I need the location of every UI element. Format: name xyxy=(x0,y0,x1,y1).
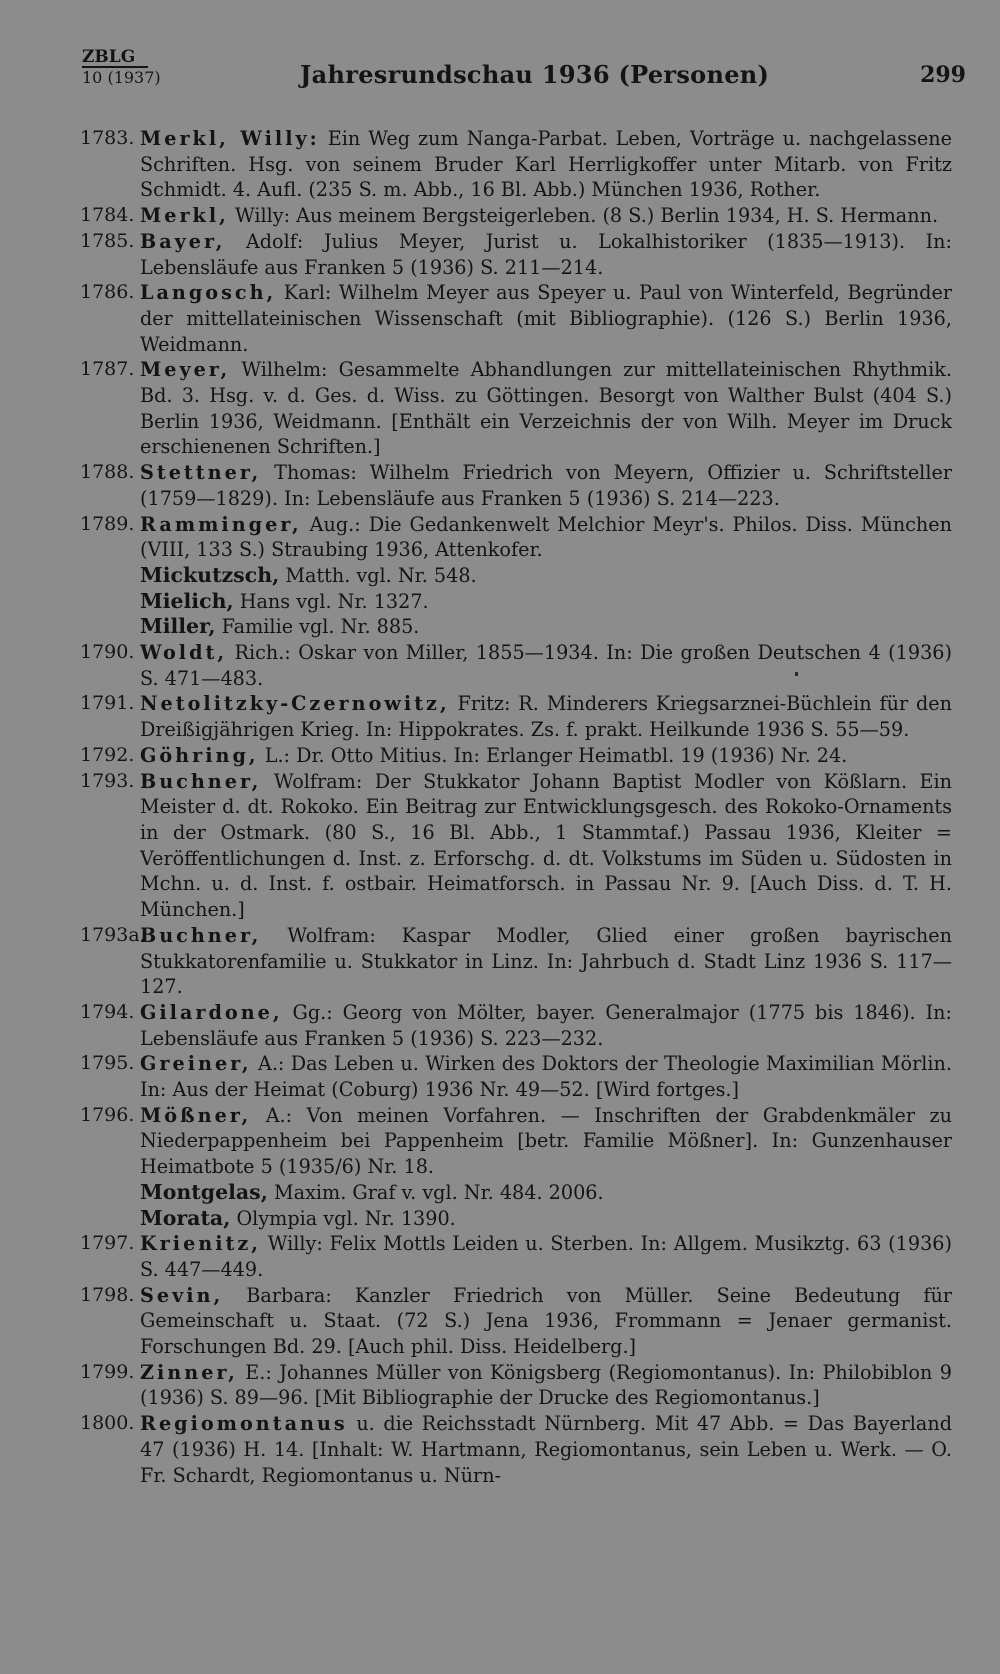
bibliography-entry xyxy=(80,743,952,769)
print-speck xyxy=(795,672,798,676)
entry-author: Ramminger, xyxy=(140,512,302,536)
entry-author: Zinner, xyxy=(140,1360,238,1384)
entry-number: 1795. xyxy=(80,1052,135,1075)
entry-author: Greiner, xyxy=(140,1052,252,1076)
bibliography-entry xyxy=(80,1000,952,1051)
bibliography-entry xyxy=(80,1103,952,1180)
entry-text: Aug.: Die Gedankenwelt Melchior Meyr's. Philos. Diss. München (VIII, 133 S.) Straubing 1936, Attenkofer. xyxy=(140,512,952,562)
entry-text: Gg.: Georg von Mölter, bayer. Generalmajor (1775 bis 1846). In: Lebensläufe aus Franken 5 (1936) S. 223—232. xyxy=(140,1000,952,1050)
entry-subject: Miller, xyxy=(140,614,216,639)
bibliography-entry xyxy=(80,1411,952,1488)
page-number: 299 xyxy=(920,62,966,88)
entry-subject: Morata, xyxy=(140,1205,231,1230)
bibliography-entry xyxy=(80,357,952,460)
entry-author: Buchner, xyxy=(140,923,262,947)
entry-text: Maxim. Graf v. vgl. Nr. 484. 2006. xyxy=(273,1180,604,1204)
entry-text: Matth. vgl. Nr. 548. xyxy=(285,563,477,587)
entry-text: L.: Dr. Otto Mitius. In: Erlanger Heimatbl. 19 (1936) Nr. 24. xyxy=(264,743,848,767)
entry-number: 1784. xyxy=(80,204,135,227)
entry-author: Mößner, xyxy=(140,1103,252,1127)
bibliography-entry xyxy=(80,460,952,511)
entry-text: Ein Weg zum Nanga-Parbat. Leben, Vorträge u. nachgelassene Schriften. Hsg. von seinem Bruder Karl Herrligkoffer unter Mitarb. von Fritz Schmidt. 4. Aufl. (235 S. m. Abb., 16 Bl. Abb.) München 1936, Rother. xyxy=(140,127,952,202)
bibliography-entry xyxy=(80,1051,952,1102)
running-title: Jahresrundschau 1936 (Personen) xyxy=(300,60,770,89)
bibliography-entry xyxy=(80,1283,952,1360)
entry-text: Hans vgl. Nr. 1327. xyxy=(239,589,429,613)
entry-number: 1785. xyxy=(80,229,135,252)
bibliography-entry xyxy=(80,923,952,1000)
entry-text: Willy: Felix Mottls Leiden u. Sterben. In: Allgem. Musikztg. 63 (1936) S. 447—449. xyxy=(140,1232,952,1281)
entry-number: 1797. xyxy=(80,1232,135,1255)
entry-text: Wolfram: Der Stukkator Johann Baptist Modler von Kößlarn. Ein Meister d. dt. Rokoko. Ein Beitrag zur Entwicklungsgesch. des Rokoko-Ornaments in der Ostmark. (80 S., 16 Bl. Abb., 1 Stammtaf.) Passau 1936, Kleiter = Veröffentlichungen d. Inst. z. Erforschg. d. dt. Volkstums im Süden u. Südosten in Mchn. u. d. Inst. f. ostbair. Heimatforsch. in Passau Nr. 9. [Auch Diss. d. T. H. München.] xyxy=(140,769,952,922)
entry-author: Woldt, xyxy=(140,641,228,665)
entry-text: u. die Reichsstadt Nürnberg. Mit 47 Abb. = Das Bayerland 47 (1936) H. 14. [Inhalt: W. Hartmann, Regiomontanus, sein Leben u. Werk. — O. Fr. Schardt, Regiomontanus u. Nürn- xyxy=(140,1412,952,1487)
entry-text: Olympia vgl. Nr. 1390. xyxy=(236,1206,456,1230)
entry-author: Merkl, Willy: xyxy=(140,127,320,150)
entry-text: Adolf: Julius Meyer, Jurist u. Lokalhistoriker (1835—1913). In: Lebensläufe aus Franken 5 (1936) S. 211—214. xyxy=(140,229,952,279)
entry-number: 1792. xyxy=(80,743,135,766)
entry-author: Krienitz, xyxy=(140,1232,261,1256)
entry-author: Stettner, xyxy=(140,461,262,485)
entry-author: Meyer, xyxy=(140,358,231,382)
journal-issue: 10 (1937) xyxy=(82,68,161,87)
entry-text: Barbara: Kanzler Friedrich von Müller. Seine Bedeutung für Gemeinschaft u. Staat. (72 S.) Jena 1936, Frommann = Jenaer germanist. Forschungen Bd. 29. [Auch phil. Diss. Heidelberg.] xyxy=(140,1283,952,1359)
entry-subject: Mickutzsch, xyxy=(140,562,280,587)
entry-number: 1786. xyxy=(80,281,135,304)
page-header xyxy=(0,0,1000,95)
entry-number: 1787. xyxy=(80,358,135,381)
bibliography-entry xyxy=(80,126,952,203)
entry-text: Fritz: R. Minderers Kriegsarznei-Büchlein für den Dreißigjährigen Krieg. In: Hippokrates. Zs. f. prakt. Heilkunde 1936 S. 55—59. xyxy=(140,692,952,742)
journal-code: ZBLG xyxy=(82,48,148,68)
entry-author: Merkl, xyxy=(140,204,229,228)
entry-text: A.: Das Leben u. Wirken des Doktors der Theologie Maximilian Mörlin. In: Aus der Heimat (Coburg) 1936 Nr. 49—52. [Wird fortges.] xyxy=(140,1052,952,1102)
entry-number: 1791. xyxy=(80,692,135,715)
entry-text: Familie vgl. Nr. 885. xyxy=(221,615,420,639)
bibliography-entry xyxy=(80,1360,952,1411)
entry-text: Karl: Wilhelm Meyer aus Speyer u. Paul von Winterfeld, Begründer der mittellateinischen Wissenschaft (mit Bibliographie). (126 S.) Berlin 1936, Weidmann. xyxy=(140,281,952,356)
entry-author: Regiomontanus xyxy=(140,1412,348,1436)
entry-number: 1800. xyxy=(80,1412,135,1435)
entry-number: 1789. xyxy=(80,512,135,535)
entry-text: A.: Von meinen Vorfahren. — Inschriften der Grabdenkmäler zu Niederpappenheim bei Pappenheim [betr. Familie Mößner]. In: Gunzenhauser Heimatbote 5 (1935/6) Nr. 18. xyxy=(140,1103,952,1179)
entry-text: E.: Johannes Müller von Königsberg (Regiomontanus). In: Philobiblon 9 (1936) S. 89—96. [Mit Bibliographie der Drucke des Regiomontanus.] xyxy=(140,1360,952,1410)
entry-author: Göhring, xyxy=(140,743,259,767)
entry-number: 1798. xyxy=(80,1283,135,1306)
entry-number: 1793a. xyxy=(80,923,146,946)
entry-number: 1796. xyxy=(80,1103,135,1126)
cross-reference-entry xyxy=(80,614,952,640)
journal-reference xyxy=(82,48,162,88)
entry-author: Langosch, xyxy=(140,281,277,305)
entry-number: 1793. xyxy=(80,769,135,792)
entry-text: Wolfram: Kaspar Modler, Glied einer großen bayrischen Stukkatorenfamilie u. Stukkator in Linz. In: Jahrbuch d. Stadt Linz 1936 S. 117—127. xyxy=(140,923,952,999)
entry-text: Rich.: Oskar von Miller, 1855—1934. In: Die großen Deutschen 4 (1936) S. 471—483. xyxy=(140,641,952,690)
bibliography-entry xyxy=(80,280,952,357)
entry-number: 1794. xyxy=(80,1000,135,1023)
cross-reference-entry xyxy=(80,1180,952,1206)
bibliography-entry xyxy=(80,1231,952,1282)
entry-text: Thomas: Wilhelm Friedrich von Meyern, Offizier u. Schriftsteller (1759—1829). In: Lebensläufe aus Franken 5 (1936) S. 214—223. xyxy=(140,461,952,510)
entry-text: Willy: Aus meinem Bergsteigerleben. (8 S.) Berlin 1934, H. S. Hermann. xyxy=(234,204,939,228)
bibliography-entry xyxy=(80,769,952,923)
entry-text: Wilhelm: Gesammelte Abhandlungen zur mittellateinischen Rhythmik. Bd. 3. Hsg. v. d. Ges. d. Wiss. zu Göttingen. Besorgt von Walther Bulst (404 S.) Berlin 1936, Weidmann. [Enthält ein Verzeichnis der von Wilh. Meyer im Druck erschienenen Schriften.] xyxy=(140,358,952,459)
entry-subject: Montgelas, xyxy=(140,1179,268,1204)
bibliography-entry xyxy=(80,640,952,691)
entry-author: Gilardone, xyxy=(140,1000,283,1024)
bibliography-entry xyxy=(80,203,952,229)
bibliography-entry xyxy=(80,691,952,742)
entry-author: Bayer, xyxy=(140,229,226,253)
cross-reference-entry xyxy=(80,589,952,615)
bibliography-entry xyxy=(80,512,952,563)
entry-number: 1783. xyxy=(80,127,135,149)
bibliography-list xyxy=(80,126,952,1488)
bibliography-entry xyxy=(80,229,952,280)
entry-subject: Mielich, xyxy=(140,588,234,613)
entry-number: 1799. xyxy=(80,1360,135,1383)
cross-reference-entry xyxy=(80,1206,952,1232)
cross-reference-entry xyxy=(80,563,952,589)
entry-number: 1788. xyxy=(80,461,135,484)
entry-author: Netolitzky-Czernowitz, xyxy=(140,692,450,716)
entry-author: Sevin, xyxy=(140,1283,224,1307)
entry-author: Buchner, xyxy=(140,769,262,793)
entry-number: 1790. xyxy=(80,641,135,664)
